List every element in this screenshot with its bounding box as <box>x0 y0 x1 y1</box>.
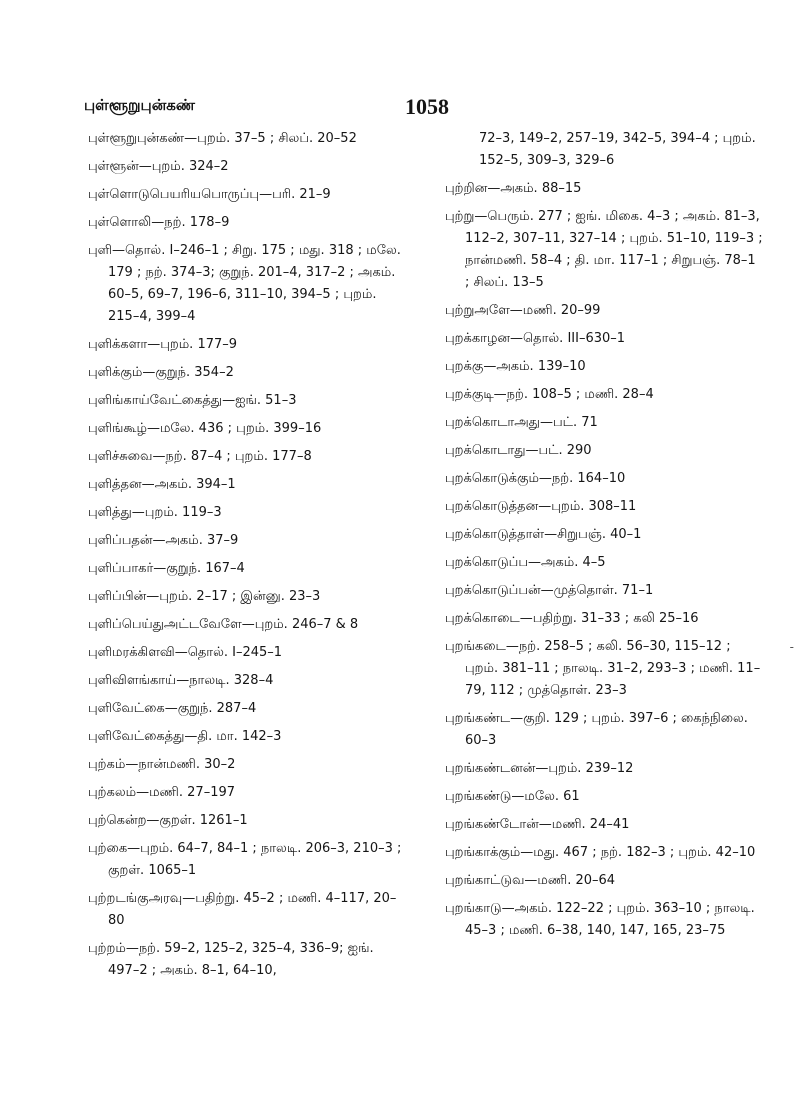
index-entry <box>88 474 406 496</box>
entry-headword: புளித்து <box>88 505 132 520</box>
entry-headword: புளிவேட்கை <box>88 701 165 716</box>
entry-references: —புறம். 64–7, 84–1 ; நாலடி. 206–3, 210–3 ; குறள். 1065–1 <box>108 841 402 878</box>
entry-headword: புளிவேட்கைத்து <box>88 729 185 744</box>
index-entry <box>445 356 763 378</box>
entry-references: —புறம். 246–7 & 8 <box>241 617 359 632</box>
index-entry <box>88 558 406 580</box>
entry-headword: புறக்காழன <box>445 331 511 346</box>
entry-headword: புள்ளூறுபுன்கண் <box>88 131 185 146</box>
entry-references: —பதிற்று. 31–33 ; கலி 25–16 <box>519 611 699 626</box>
index-entry <box>445 440 763 462</box>
index-entry <box>445 814 763 836</box>
entry-headword: புற்கலம் <box>88 785 137 800</box>
index-entry <box>88 446 406 468</box>
entry-references: —பரி. 21–9 <box>259 187 331 202</box>
entry-references: —மணி. 24–41 <box>538 817 630 832</box>
index-entry <box>445 898 763 942</box>
entry-references: —மலே. 61 <box>511 789 580 804</box>
index-entry <box>88 782 406 804</box>
entry-references: —குறுந். 287–4 <box>164 701 257 716</box>
entry-references: —நான்மணி. 30–2 <box>125 757 236 772</box>
index-entry <box>88 362 406 384</box>
index-entry <box>445 524 763 546</box>
entry-references: —பட். 71 <box>539 415 598 430</box>
entry-references: —பெரும். 277 ; ஐங். மிகை. 4–3 ; அகம். 81–3, 112–2, 307–11, 327–14 ; புறம். 51–10, 119–3 ; நான்மணி. 58–4 ; தி. மா. 117–1 ; சிறுபஞ். 78–1 ; சிலப். 13–5 <box>465 209 763 290</box>
entry-headword: புறக்கொடுத்தாள் <box>445 527 545 542</box>
entry-references: —தி. மா. 142–3 <box>184 729 282 744</box>
entry-headword: புறக்கொடுப்பன் <box>445 583 541 598</box>
index-entry <box>445 412 763 434</box>
index-entry <box>445 758 763 780</box>
entry-headword: புளிங்காய்வேட்கைத்து <box>88 393 223 408</box>
entry-references: —நற். 108–5 ; மணி. 28–4 <box>493 387 654 402</box>
entry-headword: புளிவிளங்காய் <box>88 673 177 688</box>
entry-references: —மணி. 20–99 <box>509 303 601 318</box>
entry-headword: புற்று <box>445 209 475 224</box>
index-entry <box>445 842 763 864</box>
entry-headword: புற்றின <box>445 181 488 196</box>
entry-headword: புளி <box>88 243 113 258</box>
entry-headword: புறக்கு <box>445 359 484 374</box>
entry-references: —நற். 164–10 <box>538 471 626 486</box>
entry-references: —தொல். III–630–1 <box>510 331 626 346</box>
index-entry <box>88 212 406 234</box>
index-entry <box>88 642 406 664</box>
entry-headword: புறங்கடை <box>445 639 506 654</box>
entry-references: —மலே. 436 ; புறம். 399–16 <box>146 421 322 436</box>
entry-references: —புறம். 308–11 <box>538 499 637 514</box>
entry-references: —அகம். 37–9 <box>152 533 239 548</box>
entry-headword: புறக்கொடுப்ப <box>445 555 529 570</box>
entry-references: —மணி. 20–64 <box>524 873 616 888</box>
entry-headword: புறங்காடு <box>445 901 502 916</box>
right-index-column <box>445 128 763 948</box>
index-entry <box>445 328 763 350</box>
entry-references: —முத்தொள். 71–1 <box>540 583 654 598</box>
index-entry <box>88 502 406 524</box>
entry-references: —அகம். 139–10 <box>483 359 586 374</box>
index-entry <box>88 888 406 932</box>
entry-headword: புற்கென்ற <box>88 813 147 828</box>
index-entry <box>445 636 763 702</box>
entry-references: —நற். 59–2, 125–2, 325–4, 336–9; ஐங். 497–2 ; அகம். 8–1, 64–10, <box>108 941 374 978</box>
entry-headword: புறங்காக்கும் <box>445 845 521 860</box>
entry-headword: புறங்கண்ட <box>445 711 511 726</box>
entry-references: —புறம். 37–5 ; சிலப். 20–52 <box>184 131 357 146</box>
entry-references: —தொல். I–246–1 ; சிறு. 175 ; மது. 318 ; மலே. 179 ; நற். 374–3; குறுந். 201–4, 317–2 ; அகம். 60–5, 69–7, 196–6, 311–10, 394–5 ; புறம். 215–4, 399–4 <box>108 243 401 324</box>
index-entry <box>445 206 763 294</box>
entry-references: —குறுந். 354–2 <box>142 365 234 380</box>
index-entry <box>445 708 763 752</box>
entry-references: —புறம். 324–2 <box>138 159 229 174</box>
index-entry <box>445 870 763 892</box>
page-number: 1058 <box>405 94 449 119</box>
index-entry <box>445 384 763 406</box>
index-entry <box>445 786 763 808</box>
entry-references: —மணி. 27–197 <box>136 785 236 800</box>
entry-headword: புளிப்பாகர் <box>88 561 154 576</box>
entry-headword: புறக்கொடாஅது <box>445 415 540 430</box>
entry-references: —சிறுபஞ். 40–1 <box>544 527 642 542</box>
entry-references: —குறி. 129 ; புறம். 397–6 ; கைந்நிலை. 60–3 <box>465 711 748 748</box>
entry-headword: புறங்கண்டு <box>445 789 512 804</box>
entry-references: —நற். 178–9 <box>151 215 230 230</box>
index-entry <box>88 726 406 748</box>
entry-headword: புறங்காட்டுவ <box>445 873 525 888</box>
entry-headword: புற்கம் <box>88 757 126 772</box>
index-entry <box>88 184 406 206</box>
margin-mark: - <box>789 640 794 654</box>
entry-headword: புளிப்பதன் <box>88 533 153 548</box>
index-entry <box>445 580 763 602</box>
entry-references: —நாலடி. 328–4 <box>176 673 274 688</box>
entry-headword: புளிச்சுவை <box>88 449 153 464</box>
entry-references: —புறம். 177–9 <box>147 337 238 352</box>
entry-headword: புளிமரக்கிளவி <box>88 645 175 660</box>
index-entry <box>88 938 406 982</box>
entry-headword: புளிக்கும் <box>88 365 143 380</box>
index-entry <box>88 810 406 832</box>
entry-headword: புறக்கொடாது <box>445 443 526 458</box>
entry-references: —குறள். 1261–1 <box>146 813 248 828</box>
entry-headword: புறக்கொடுக்கும் <box>445 471 539 486</box>
entry-references: —பதிற்று. 45–2 ; மணி. 4–117, 20–80 <box>108 891 397 928</box>
entry-references: —அகம். 88–15 <box>487 181 582 196</box>
entry-headword: புளிப்பெய்துஅட்டவேளே <box>88 617 242 632</box>
running-head: புள்ளூறுபுன்கண் <box>84 96 195 114</box>
entry-references: —நற். 258–5 ; கலி. 56–30, 115–12 ; புறம். 381–11 ; நாலடி. 31–2, 293–3 ; மணி. 11–79, 112 ; முத்தொள். 23–3 <box>465 639 761 698</box>
index-entry <box>88 586 406 608</box>
index-entry <box>88 754 406 776</box>
index-entry <box>88 390 406 412</box>
entry-references: 72–3, 149–2, 257–19, 342–5, 394–4 ; புறம். 152–5, 309–3, 329–6 <box>479 131 756 168</box>
index-entry <box>88 670 406 692</box>
index-entry <box>88 698 406 720</box>
entry-references: —பட். 290 <box>525 443 592 458</box>
entry-headword: புற்றுஅளே <box>445 303 510 318</box>
entry-references: —அகம். 122–22 ; புறம். 363–10 ; நாலடி. 45–3 ; மணி. 6–38, 140, 147, 165, 23–75 <box>465 901 755 938</box>
entry-references: —நற். 87–4 ; புறம். 177–8 <box>152 449 312 464</box>
entry-headword: புற்றம் <box>88 941 126 956</box>
entry-references: —தொல். I–245–1 <box>174 645 283 660</box>
entry-headword: புறக்கொடுத்தன <box>445 499 539 514</box>
entry-references: —புறம். 119–3 <box>131 505 222 520</box>
entry-headword: புளிங்கூழ் <box>88 421 147 436</box>
entry-references: —புறம். 239–12 <box>535 761 634 776</box>
index-entry <box>445 608 763 630</box>
entry-references: —புறம். 2–17 ; இன்னு. 23–3 <box>146 589 321 604</box>
entry-references: —அகம். 394–1 <box>141 477 236 492</box>
entry-headword: புறங்கண்டனன் <box>445 761 536 776</box>
index-entry <box>445 178 763 200</box>
index-entry <box>445 552 763 574</box>
index-entry <box>88 156 406 178</box>
index-entry <box>445 496 763 518</box>
index-entry <box>445 300 763 322</box>
index-entry <box>88 128 406 150</box>
index-entry <box>445 468 763 490</box>
entry-headword: புளிக்களா <box>88 337 148 352</box>
index-entry <box>88 614 406 636</box>
entry-headword: புறங்கண்டோன் <box>445 817 539 832</box>
entry-headword: புளிப்பின் <box>88 589 147 604</box>
left-index-column <box>88 128 406 988</box>
index-entry <box>88 240 406 328</box>
entry-headword: புளித்தன <box>88 477 142 492</box>
index-entry <box>88 418 406 440</box>
index-entry <box>88 838 406 882</box>
entry-references: —குறுந். 167–4 <box>153 561 245 576</box>
entry-references: —ஐங். 51–3 <box>222 393 297 408</box>
index-entry <box>88 334 406 356</box>
entry-references: —அகம். 4–5 <box>528 555 606 570</box>
entry-headword: புள்ளூன் <box>88 159 139 174</box>
index-entry <box>445 128 763 172</box>
entry-headword: புற்றடங்குஅரவு <box>88 891 183 906</box>
entry-headword: புறக்குடி <box>445 387 494 402</box>
entry-headword: புறக்கொடை <box>445 611 520 626</box>
entry-headword: புள்ளொலி <box>88 215 152 230</box>
entry-headword: புற்கை <box>88 841 128 856</box>
entry-references: —மது. 467 ; நற். 182–3 ; புறம். 42–10 <box>520 845 756 860</box>
entry-headword: புள்ளொடுபெயரியபொருப்பு <box>88 187 260 202</box>
index-entry <box>88 530 406 552</box>
